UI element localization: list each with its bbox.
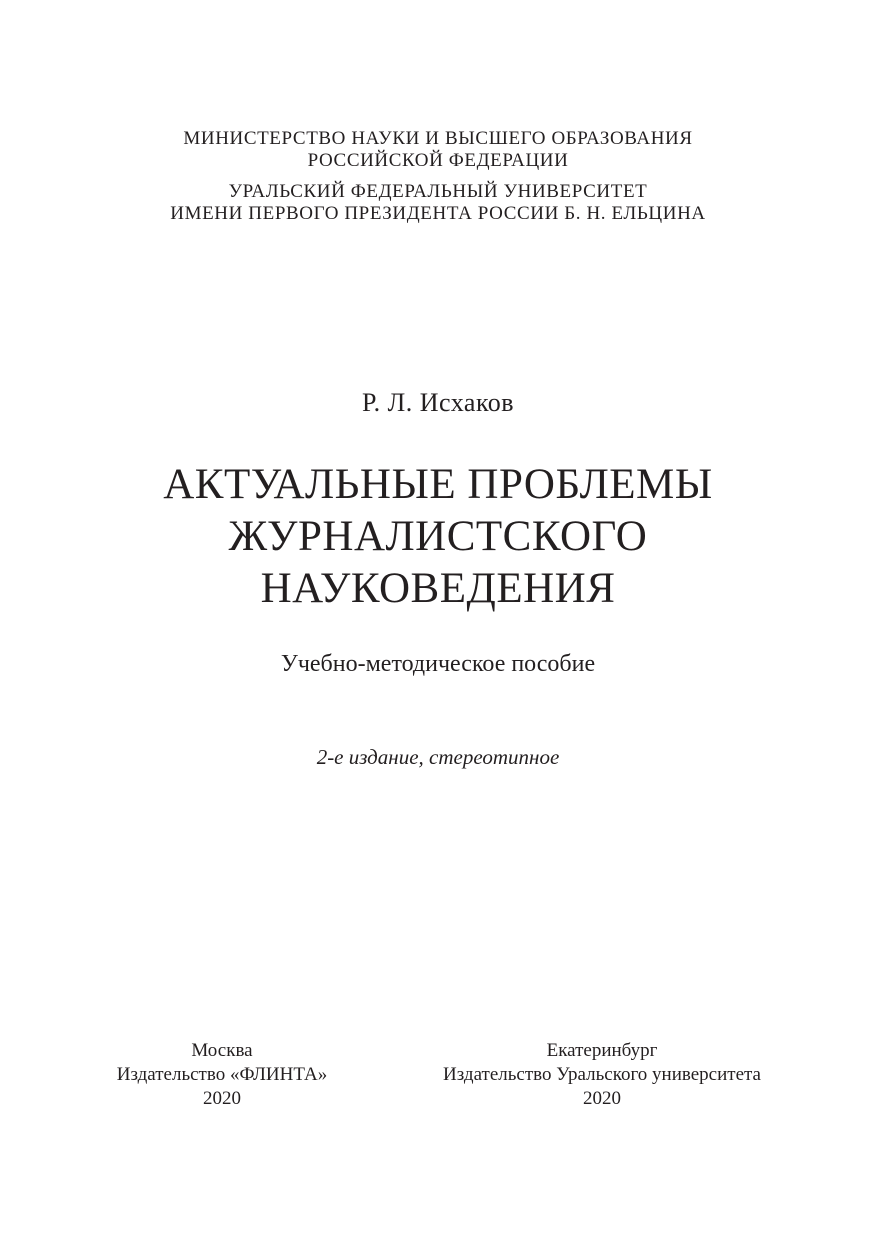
publisher-city: Москва [191, 1040, 253, 1061]
author-name: Р. Л. Исхаков [361, 388, 515, 417]
publisher-name: Издательство «ФЛИНТА» [116, 1064, 328, 1085]
university-line-1: УРАЛЬСКИЙ ФЕДЕРАЛЬНЫЙ УНИВЕРСИТЕТ [228, 181, 648, 202]
publisher-name: Издательство Уральского университета [443, 1064, 761, 1085]
ministry-line-1: МИНИСТЕРСТВО НАУКИ И ВЫСШЕГО ОБРАЗОВАНИЯ [183, 128, 693, 149]
publisher-year: 2020 [203, 1088, 241, 1109]
title-line-3: НАУКОВЕДЕНИЯ [260, 565, 616, 612]
ministry-line-2: РОССИЙСКОЙ ФЕДЕРАЦИИ [307, 150, 569, 171]
publisher-city: Екатеринбург [546, 1040, 658, 1061]
university-line-2: ИМЕНИ ПЕРВОГО ПРЕЗИДЕНТА РОССИИ Б. Н. ЕЛЬЦИНА [170, 203, 706, 224]
edition-note: 2-е издание, стереотипное [316, 745, 560, 769]
title-line-2: ЖУРНАЛИСТСКОГО [228, 513, 648, 560]
publisher-year: 2020 [583, 1088, 621, 1109]
publisher-ekaterinburg [432, 1039, 772, 1111]
book-subtitle: Учебно-методическое пособие [280, 651, 596, 677]
publisher-moscow [70, 1039, 374, 1111]
title-line-1: АКТУАЛЬНЫЕ ПРОБЛЕМЫ [163, 461, 713, 508]
